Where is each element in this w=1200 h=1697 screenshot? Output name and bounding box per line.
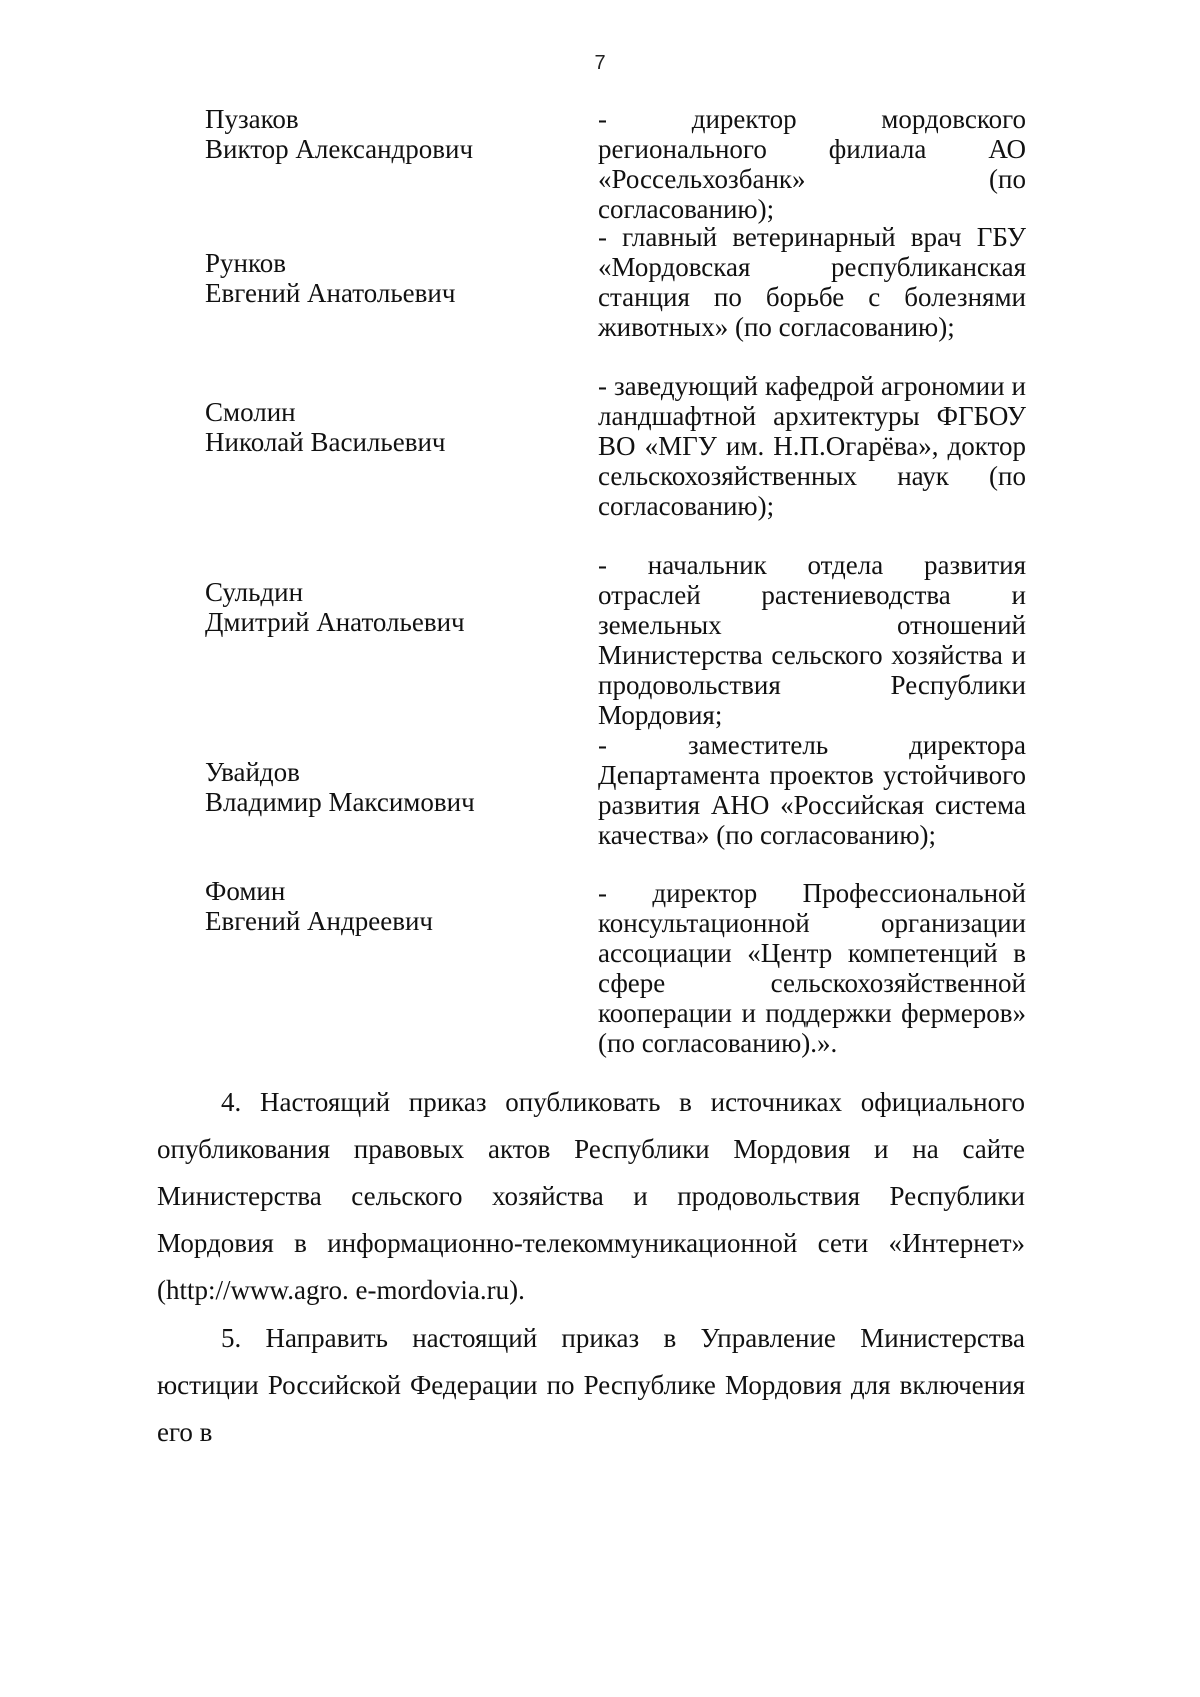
member-surname: Сульдин	[205, 577, 304, 607]
member-name	[205, 397, 545, 457]
member-name	[205, 104, 545, 164]
member-role: - заместитель директора Департамента проектов устойчивого развития АНО «Российская система качества» (по согласованию);	[598, 730, 1026, 850]
member-role: - директор Профессиональной консультационной организации ассоциации «Центр компетенций в сфере сельскохозяйственной кооперации и поддержки фермеров» (по согласованию).».	[598, 878, 1026, 1058]
page-number: 7	[594, 52, 606, 74]
paragraph-publication: 4. Настоящий приказ опубликовать в источниках официального опубликования правовых актов Республики Мордовия и на сайте Министерства сельского хозяйства и продовольствия Республики Мордовия в информационно-телекоммуникационной сети «Интернет» (http://www.agro. e-mordovia.ru).	[157, 1087, 1025, 1305]
member-role: - начальник отдела развития отраслей растениеводства и земельных отношений Министерства сельского хозяйства и продовольствия Республики Мордовия;	[598, 550, 1026, 730]
member-surname: Увайдов	[205, 757, 300, 787]
member-surname: Рунков	[205, 248, 286, 278]
member-role: - директор мордовского регионального филиала АО «Россельхозбанк» (по согласованию);	[598, 104, 1026, 224]
member-name	[205, 577, 545, 637]
member-given-names: Николай Васильевич	[205, 427, 446, 457]
member-given-names: Дмитрий Анатольевич	[205, 607, 465, 637]
member-role: - заведующий кафедрой агрономии и ландшафтной архитектуры ФГБОУ ВО «МГУ им. Н.П.Огарёва», доктор сельскохозяйственных наук (по согласованию);	[598, 371, 1026, 521]
member-given-names: Владимир Максимович	[205, 787, 475, 817]
paragraph-ministry-of-justice: 5. Направить настоящий приказ в Управление Министерства юстиции Российской Федерации по Республике Мордовия для включения его в	[157, 1323, 1025, 1447]
member-given-names: Евгений Андреевич	[205, 906, 433, 936]
member-role: - главный ветеринарный врач ГБУ «Мордовская республиканская станция по борьбе с болезнями животных» (по согласованию);	[598, 222, 1026, 342]
member-name	[205, 876, 545, 936]
member-name	[205, 248, 545, 308]
member-given-names: Евгений Анатольевич	[205, 278, 456, 308]
member-surname: Пузаков	[205, 104, 299, 134]
member-surname: Фомин	[205, 876, 286, 906]
member-surname: Смолин	[205, 397, 296, 427]
member-name	[205, 757, 545, 817]
member-given-names: Виктор Александрович	[205, 134, 474, 164]
